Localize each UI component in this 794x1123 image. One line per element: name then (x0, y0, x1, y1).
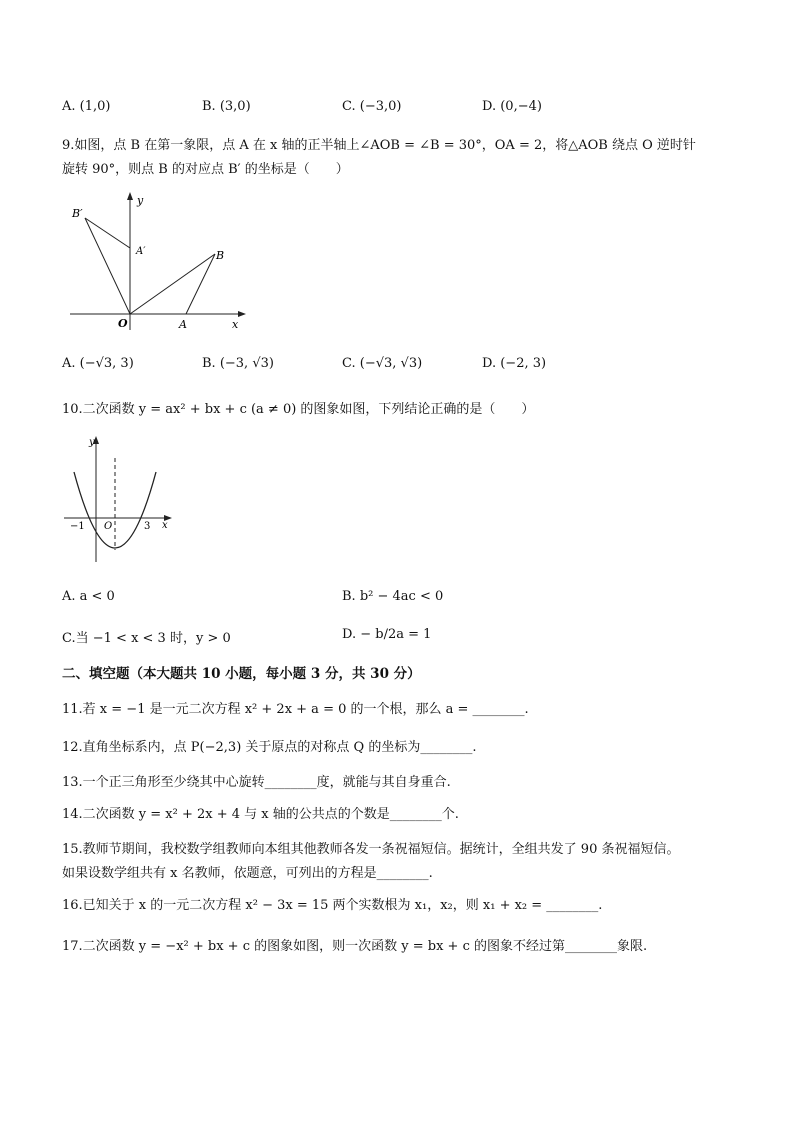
q9-label-b-prime: B′ (72, 207, 83, 220)
q15-line2: 如果设数学组共有 x 名教师，依题意，可列出的方程是________. (62, 866, 433, 881)
q9-figure (60, 190, 260, 335)
q13: 13.一个正三角形至少绕其中心旋转________度，就能与其自身重合. (62, 775, 451, 790)
q10-label-3: 3 (144, 521, 151, 532)
q9-option-b: B. (−3, √3) (202, 356, 274, 371)
q12: 12.直角坐标系内，点 P(−2,3) 关于原点的对称点 Q 的坐标为________. (62, 740, 477, 755)
q9-label-y: y (137, 194, 144, 207)
q10-label-x: x (162, 520, 168, 531)
q11: 11.若 x = −1 是一元二次方程 x² + 2x + a = 0 的一个根，那么 a = ________. (62, 702, 529, 717)
q9-label-a-prime: A′ (136, 246, 146, 257)
q15-line1: 15.教师节期间，我校数学组教师向本组其他教师各发一条祝福短信。据统计，全组共发了 90 条祝福短信。 (62, 842, 680, 857)
q10-label-neg1: −1 (70, 521, 85, 532)
q10-figure (60, 432, 180, 567)
q9-label-o: O (118, 317, 128, 330)
q8-option-b: B. (3,0) (202, 99, 251, 114)
q10-option-b: B. b² − 4ac < 0 (342, 589, 444, 604)
q14: 14.二次函数 y = x² + 2x + 4 与 x 轴的公共点的个数是________个. (62, 807, 459, 822)
q8-option-c: C. (−3,0) (342, 99, 402, 114)
q9-option-c: C. (−√3, √3) (342, 356, 423, 371)
q10-option-c: C.当 −1 < x < 3 时，y > 0 (62, 631, 231, 646)
q9-stem-line1: 9.如图，点 B 在第一象限，点 A 在 x 轴的正半轴上∠AOB = ∠B = 30°，OA = 2，将△AOB 绕点 O 逆时针 (62, 138, 696, 153)
q9-label-a: A (179, 318, 187, 331)
q9-option-d: D. (−2, 3) (482, 356, 547, 371)
q16: 16.已知关于 x 的一元二次方程 x² − 3x = 15 两个实数根为 x₁，x₂，则 x₁ + x₂ = ________. (62, 898, 603, 913)
q10-label-y: y (89, 437, 95, 448)
q9-segment-ob (130, 254, 215, 314)
q8-option-a: A. (1,0) (62, 99, 111, 114)
q17: 17.二次函数 y = −x² + bx + c 的图象如图，则一次函数 y = bx + c 的图象不经过第________象限. (62, 939, 648, 954)
q9-stem-line2: 旋转 90°，则点 B 的对应点 B′ 的坐标是（ ） (62, 162, 349, 177)
q9-label-b: B (216, 249, 225, 262)
q10-option-d: D. − b/2a = 1 (342, 627, 432, 642)
q10-stem: 10.二次函数 y = ax² + bx + c (a ≠ 0) 的图象如图，下列结论正确的是（ ） (62, 402, 535, 417)
q9-segment-ab (186, 254, 215, 314)
section2-title: 二、填空题（本大题共 10 小题，每小题 3 分，共 30 分） (62, 666, 421, 682)
q9-option-a: A. (−√3, 3) (62, 356, 134, 371)
q9-label-x: x (232, 318, 239, 331)
q8-option-d: D. (0,−4) (482, 99, 542, 114)
q10-label-o: O (104, 521, 113, 532)
q10-option-a: A. a < 0 (62, 589, 115, 604)
